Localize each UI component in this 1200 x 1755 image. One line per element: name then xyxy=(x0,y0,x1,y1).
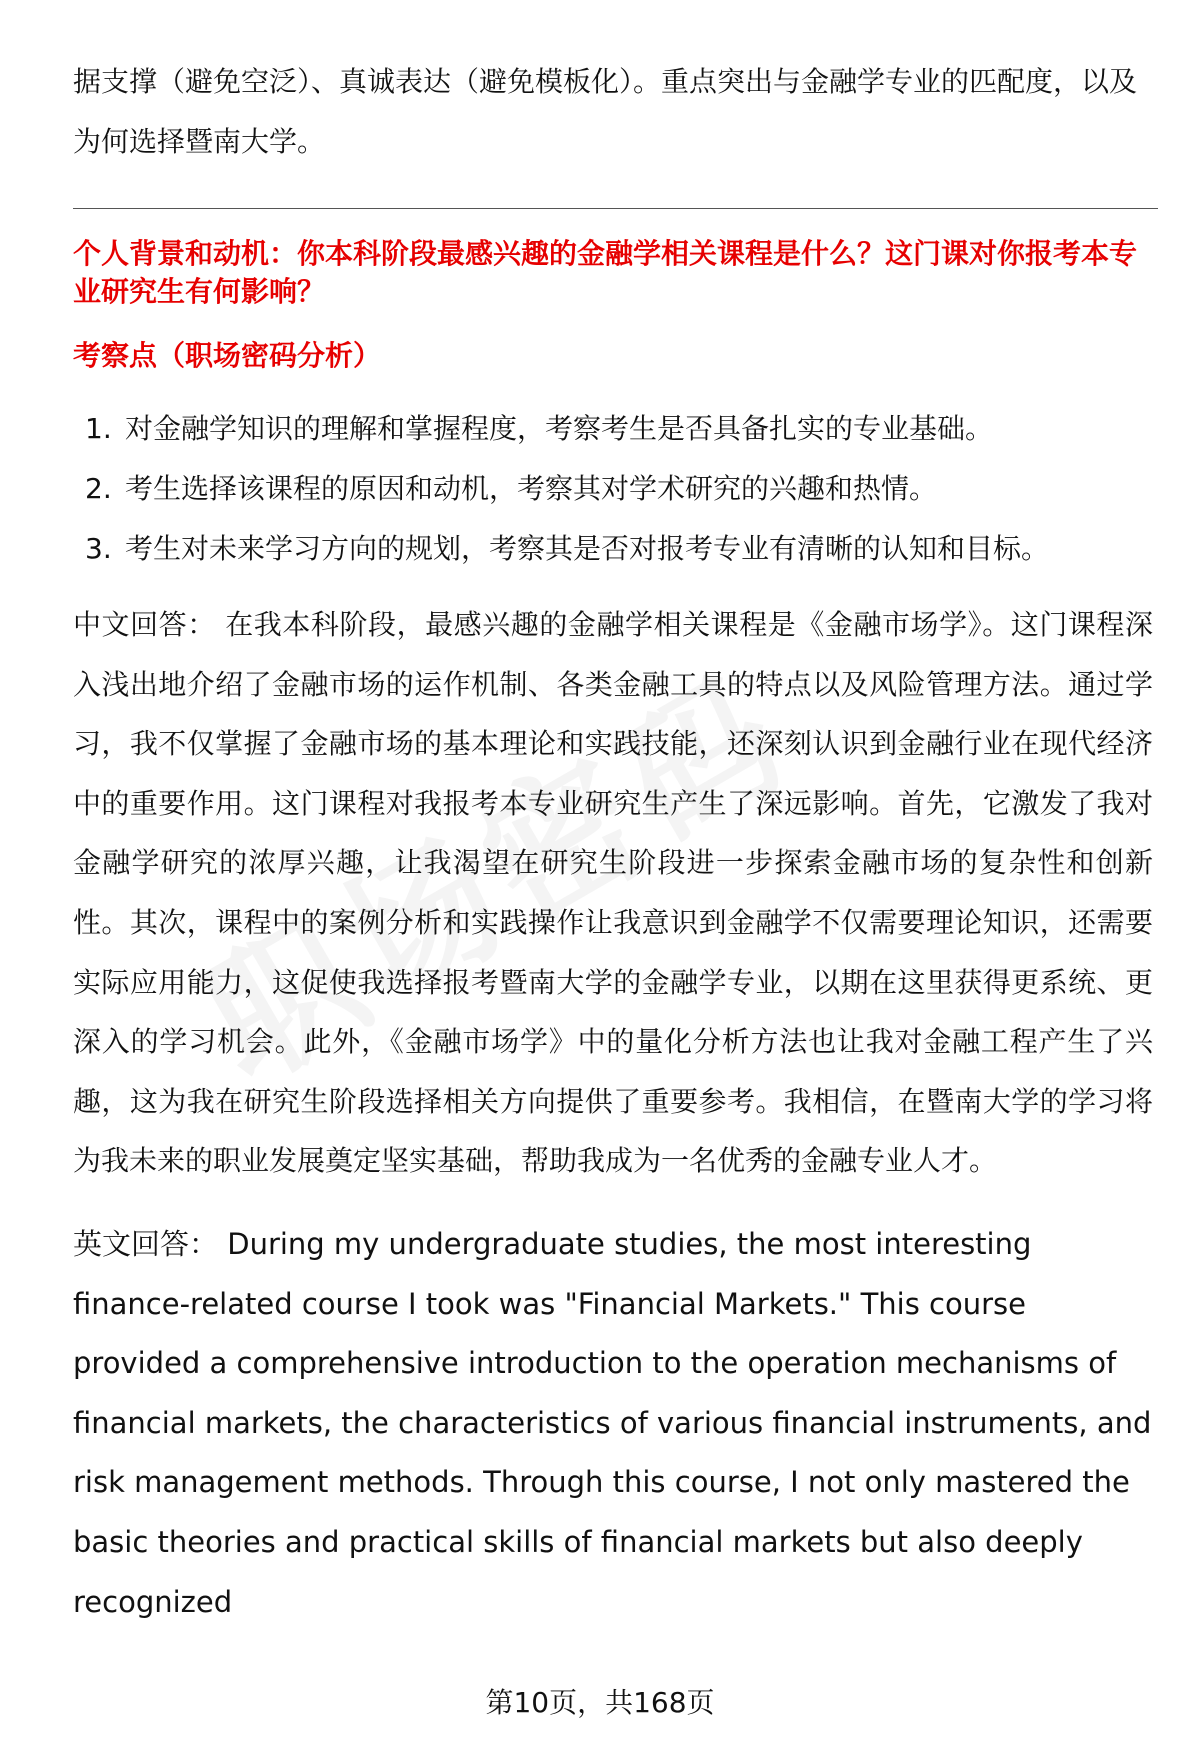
english-answer xyxy=(73,1215,1153,1632)
english-answer-text: During my undergraduate studies, the most interesting finance-related course I took was "Financial Markets." This course provided a comprehensive introduction to the operation mechanisms of financial markets, the characteristics of various financial instruments, and risk management methods. Through this course, I not only mastered the basic theories and practical skills of financial markets but also deeply recognized xyxy=(73,1226,1152,1619)
list-text: 对金融学知识的理解和掌握程度，考察考生是否具备扎实的专业基础。 xyxy=(125,412,994,445)
assessment-list xyxy=(73,399,1153,579)
assessment-heading: 考察点（职场密码分析） xyxy=(73,339,382,372)
chinese-answer xyxy=(73,595,1153,1191)
question-heading: 个人背景和动机：你本科阶段最感兴趣的金融学相关课程是什么？这门课对你报考本专业研究生有何影响？ xyxy=(73,237,1138,308)
list-text: 考生选择该课程的原因和动机，考察其对学术研究的兴趣和热情。 xyxy=(125,472,938,505)
list-item xyxy=(73,399,1153,459)
list-text: 考生对未来学习方向的规划，考察其是否对报考专业有清晰的认知和目标。 xyxy=(125,532,1050,565)
list-item xyxy=(73,519,1153,579)
chinese-answer-text: 在我本科阶段，最感兴趣的金融学相关课程是《金融市场学》。这门课程深入浅出地介绍了金融市场的运作机制、各类金融工具的特点以及风险管理方法。通过学习，我不仅掌握了金融市场的基本理论和实践技能，还深刻认识到金融行业在现代经济中的重要作用。这门课程对我报考本专业研究生产生了深远影响。首先，它激发了我对金融学研究的浓厚兴趣，让我渴望在研究生阶段进一步探索金融市场的复杂性和创新性。其次，课程中的案例分析和实践操作让我意识到金融学不仅需要理论知识，还需要实际应用能力，这促使我选择报考暨南大学的金融学专业，以期在这里获得更系统、更深入的学习机会。此外，《金融市场学》中的量化分析方法也让我对金融工程产生了兴趣，这为我在研究生阶段选择相关方向提供了重要参考。我相信，在暨南大学的学习将为我未来的职业发展奠定坚实基础，帮助我成为一名优秀的金融专业人才。 xyxy=(73,608,1153,1178)
list-number: 1. xyxy=(85,412,112,445)
chinese-answer-label: 中文回答： xyxy=(73,608,216,641)
page-number: 第10页，共168页 xyxy=(485,1686,715,1719)
english-answer-label: 英文回答： xyxy=(73,1226,219,1261)
list-item xyxy=(73,459,1153,519)
section-divider xyxy=(73,208,1158,209)
content-body xyxy=(73,52,1153,1632)
list-number: 2. xyxy=(85,472,112,505)
page-footer xyxy=(0,1683,1200,1723)
intro-paragraph: 据支撑（避免空泛）、真诚表达（避免模板化）。重点突出与金融学专业的匹配度，以及为何选择暨南大学。 xyxy=(73,65,1138,158)
list-number: 3. xyxy=(85,532,112,565)
